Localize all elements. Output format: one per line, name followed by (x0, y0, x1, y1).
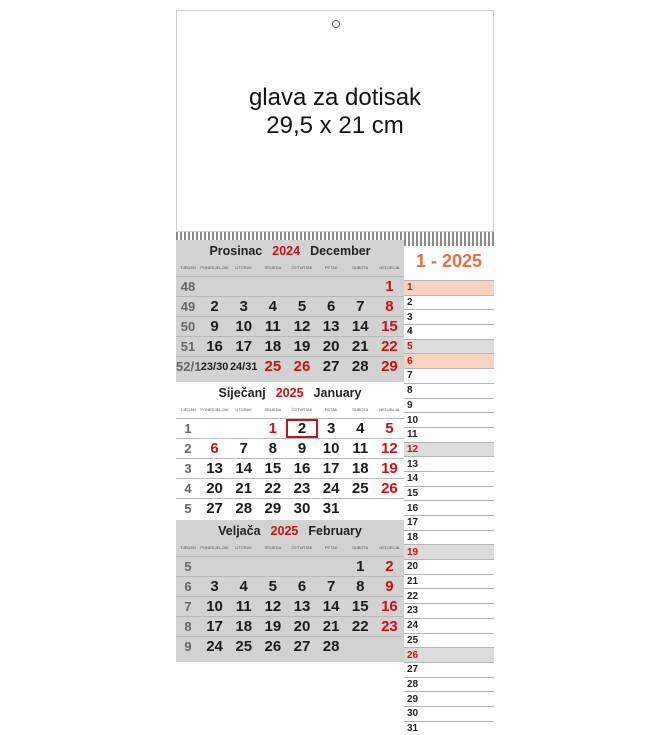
week-row: 51 16 17 18 19 20 21 22 (176, 336, 404, 356)
strip-day-row: 16 (404, 500, 494, 515)
strip-day-row: 6 (404, 353, 494, 368)
strip-day-row: 11 (404, 427, 494, 442)
weekday-header: TJEDAN PONEDJELJAK UTORAK SRIJEDA ČETVRTAK PETAK SUBOTA NEDJELJA (180, 264, 400, 270)
week-row: 48 1 (176, 276, 404, 296)
strip-day-row: 4 (404, 324, 494, 339)
week-row: 5 1 2 (176, 556, 404, 576)
month-year: 2024 (272, 244, 301, 258)
week-row: 5 27 28 29 30 31 (176, 498, 404, 518)
strip-day-row: 23 (404, 603, 494, 618)
hanging-hole (332, 20, 340, 28)
week-row: 4 20 21 22 23 24 25 26 (176, 478, 404, 498)
strip-day-row: 21 (404, 574, 494, 589)
week-row: 49 2 3 4 5 6 7 8 (176, 296, 404, 316)
week-row: 6 3 4 5 6 7 8 9 (176, 576, 404, 596)
month-title-hr: Veljača (218, 524, 261, 538)
month-february (176, 520, 404, 662)
week-row: 50 9 10 11 12 13 14 15 (176, 316, 404, 336)
strip-day-row: 15 (404, 486, 494, 501)
strip-day-row: 20 (404, 559, 494, 574)
strip-day-row: 22 (404, 588, 494, 603)
strip-day-row: 31 (404, 721, 494, 735)
strip-day-row: 17 (404, 515, 494, 530)
strip-day-row: 9 (404, 398, 494, 413)
week-row: 8 17 18 19 20 21 22 23 (176, 616, 404, 636)
week-row: 9 24 25 26 27 28 (176, 636, 404, 656)
month-year: 2025 (270, 524, 299, 538)
daily-strip (404, 246, 494, 735)
month-title-en: December (310, 244, 371, 258)
strip-title: 1 - 2025 (415, 251, 483, 271)
month-january (176, 382, 404, 520)
header-line-1: glava za dotisak (248, 84, 422, 111)
spiral-binding (176, 232, 494, 240)
strip-day-row: 5 (404, 339, 494, 354)
strip-day-row: 25 (404, 633, 494, 648)
strip-day-row: 14 (404, 471, 494, 486)
strip-day-row: 26 (404, 647, 494, 662)
strip-day-row: 28 (404, 677, 494, 692)
strip-day-row: 1 (404, 280, 494, 295)
strip-day-row: 19 (404, 544, 494, 559)
month-title-en: February (308, 524, 362, 538)
strip-day-row: 10 (404, 412, 494, 427)
strip-day-row: 7 (404, 368, 494, 383)
month-year: 2025 (275, 386, 304, 400)
week-row: 1 1 2 3 4 5 (176, 418, 404, 438)
strip-day-row: 24 (404, 618, 494, 633)
strip-day-row: 29 (404, 691, 494, 706)
strip-day-row: 13 (404, 456, 494, 471)
strip-day-row: 8 (404, 383, 494, 398)
weekday-header: TJEDAN PONEDJELJAK UTORAK SRIJEDA ČETVRTAK PETAK SUBOTA NEDJELJA (180, 406, 400, 412)
weekday-header: TJEDAN PONEDJELJAK UTORAK SRIJEDA ČETVRTAK PETAK SUBOTA NEDJELJA (180, 544, 400, 550)
week-row: 3 13 14 15 16 17 18 19 (176, 458, 404, 478)
header-line-2: 29,5 x 21 cm (266, 112, 404, 139)
week-row: 52/1 23/30 24/31 25 26 27 28 29 (176, 356, 404, 376)
strip-day-row: 2 (404, 295, 494, 310)
month-title-en: January (313, 386, 362, 400)
strip-day-row: 18 (404, 530, 494, 545)
strip-day-row: 27 (404, 662, 494, 677)
week-row: 2 6 7 8 9 10 11 12 (176, 438, 404, 458)
month-december (176, 240, 404, 382)
month-title-hr: Siječanj (218, 386, 266, 400)
strip-day-row: 12 (404, 442, 494, 457)
week-row: 7 10 11 12 13 14 15 16 (176, 596, 404, 616)
today-marker: 2 (287, 420, 316, 437)
strip-day-row: 30 (404, 706, 494, 721)
month-title-hr: Prosinac (209, 244, 263, 258)
strip-day-row: 3 (404, 309, 494, 324)
